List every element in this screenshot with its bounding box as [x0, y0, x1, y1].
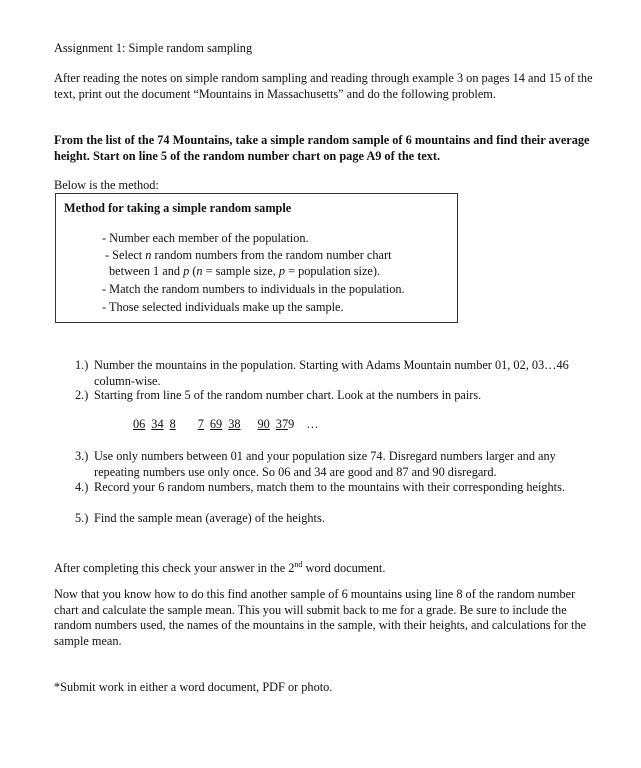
step-item: [75, 358, 595, 389]
random-number-group: 69: [209, 417, 223, 431]
method-line: - Match the random numbers to individuals in the population.: [102, 282, 405, 296]
step-item: [75, 449, 595, 480]
step-text: Number the mountains in the population. Starting with Adams Mountain number 01, 02, 03…46 column-wise.: [94, 358, 569, 388]
random-number-group: 06: [133, 417, 146, 431]
assignment-title: Assignment 1: Simple random sampling: [54, 41, 253, 55]
random-number-group: 34: [151, 417, 164, 431]
step-number: 5.): [75, 511, 89, 525]
method-line: between 1 and p (n = sample size, p = population size).: [109, 264, 381, 278]
random-number-group: 37: [275, 417, 289, 431]
step-item: [75, 511, 595, 527]
method-line: - Number each member of the population.: [102, 231, 309, 245]
method-intro: Below is the method:: [54, 178, 159, 192]
ellipsis: …: [306, 417, 319, 431]
next-task-paragraph: Now that you know how to do this find another sample of 6 mountains using line 8 of the random number chart and calculate the sample mean. This you will submit back to me for a grade. Be sure to include the random numbers used, the names of the mountains in the sample, with their heights, and calculations for the sample mean.: [54, 587, 587, 648]
method-line: - Select n random numbers from the random number chart: [105, 248, 392, 262]
random-number-group: 8: [169, 417, 176, 431]
step-number: 1.): [75, 358, 89, 372]
submit-note: *Submit work in either a word document, PDF or photo.: [54, 680, 333, 694]
method-box: [55, 193, 458, 323]
step-text: Starting from line 5 of the random number chart. Look at the numbers in pairs.: [94, 388, 482, 402]
step-number: 3.): [75, 449, 89, 463]
intro-paragraph: After reading the notes on simple random sampling and reading through example 3 on pages 14 and 15 of the text, print out the document “Mountains in Massachusetts” and do the following problem.: [54, 71, 593, 101]
random-number-group: 90: [257, 417, 270, 431]
method-line: - Those selected individuals make up the sample.: [102, 300, 344, 314]
step-text: Record your 6 random numbers, match them to the mountains with their corresponding heights.: [94, 480, 565, 494]
step-item: [75, 480, 595, 496]
random-number-row: [133, 417, 319, 433]
step-text: Use only numbers between 01 and your population size 74. Disregard numbers larger and any repeating numbers use only once. So 06 and 34 are good and 87 and 90 disregard.: [94, 449, 556, 479]
method-box-title: Method for taking a simple random sample: [64, 201, 292, 215]
step-number: 2.): [75, 388, 89, 402]
random-number-group: 9: [288, 417, 295, 431]
task-paragraph: From the list of the 74 Mountains, take a simple random sample of 6 mountains and find their average height. Start on line 5 of the random number chart on page A9 of the text.: [54, 133, 590, 163]
step-text: Find the sample mean (average) of the heights.: [94, 511, 325, 525]
after-paragraph: After completing this check your answer in the 2nd word document.: [54, 560, 386, 576]
step-item: [75, 388, 595, 404]
random-number-group: 7: [197, 417, 204, 431]
random-number-group: 38: [228, 417, 241, 431]
step-number: 4.): [75, 480, 89, 494]
